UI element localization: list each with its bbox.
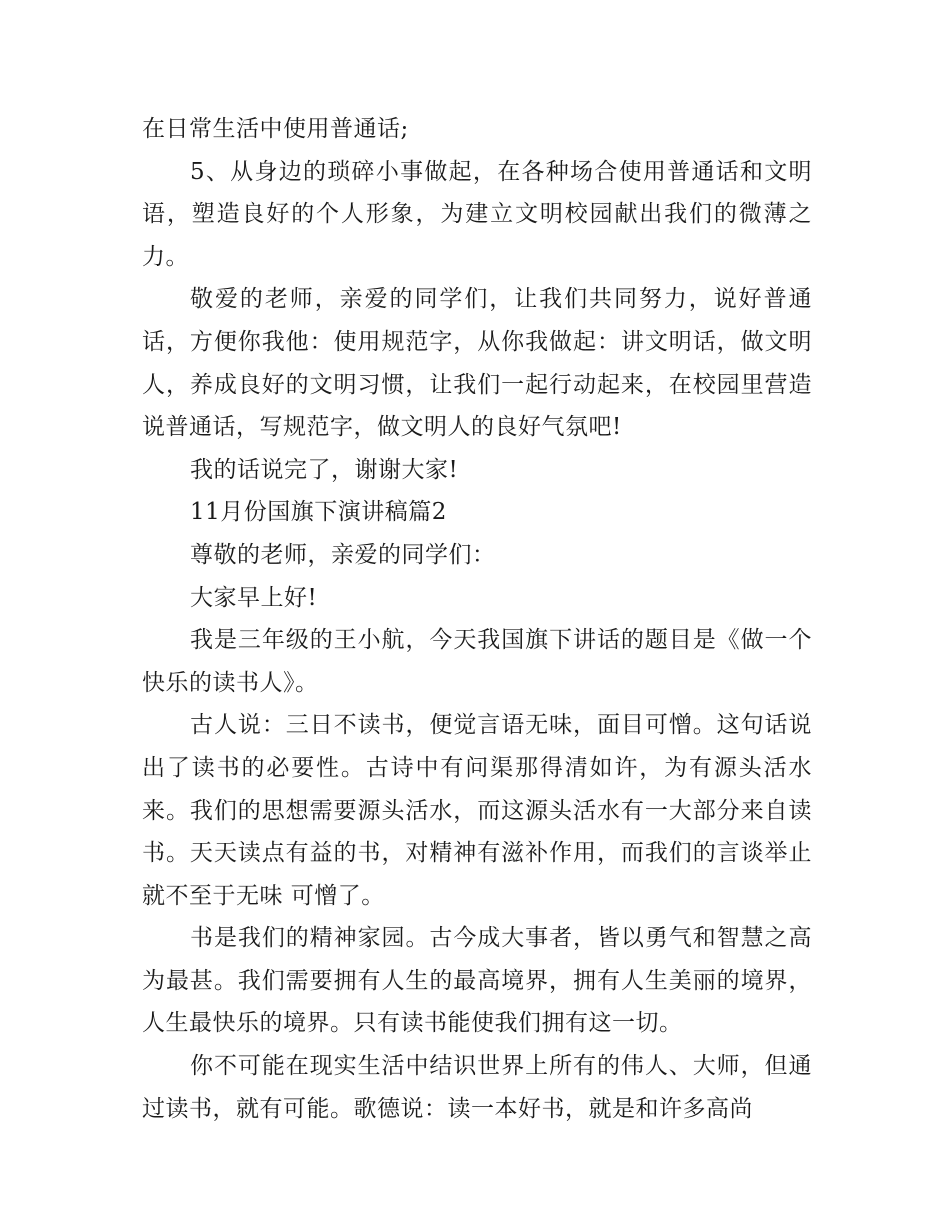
paragraph-4: 我的话说完了，谢谢大家! bbox=[190, 456, 459, 483]
paragraph-10: 书是我们的精神家园。古今成大事者，皆以勇气和智慧之高为最甚。我们需要拥有人生的最高境界，拥有人生美丽的境界，人生最快乐的境界。只有读书能使我们拥有这一切。 bbox=[142, 925, 812, 1037]
paragraph-1: 在日常生活中使用普通话; bbox=[142, 116, 409, 142]
paragraph-3: 敬爱的老师，亲爱的同学们，让我们共同努力，说好普通话，方便你我他：使用规范字，从你我做起：讲文明话，做文明人，养成良好的文明习惯，让我们一起行动起来，在校园里营造说普通话，写规范字，做文明人的良好气氛吧! bbox=[142, 286, 812, 441]
greeting: 大家早上好! bbox=[190, 584, 318, 611]
section-heading: 11月份国旗下演讲稿篇2 bbox=[190, 499, 447, 526]
salutation: 尊敬的老师，亲爱的同学们： bbox=[190, 541, 496, 568]
paragraph-8: 我是三年级的王小航，今天我国旗下讲话的题目是《做一个快乐的读书人》。 bbox=[142, 627, 812, 696]
paragraph-11: 你不可能在现实生活中结识世界上所有的伟人、大师，但通过读书，就有可能。歌德说：读一本好书，就是和许多高尚 bbox=[142, 1053, 812, 1122]
document-page bbox=[142, 108, 812, 1130]
paragraph-2: 5、从身边的琐碎小事做起，在各种场合使用普通话和文明语，塑造良好的个人形象，为建立文明校园献出我们的微薄之力。 bbox=[142, 158, 812, 270]
paragraph-9: 古人说：三日不读书，便觉言语无味，面目可憎。这句话说出了读书的必要性。古诗中有问渠那得清如许，为有源头活水来。我们的思想需要源头活水，而这源头活水有一大部分来自读书。天天读点有益的书，对精神有滋补作用，而我们的言谈举止就不至于无味 可憎了。 bbox=[142, 712, 812, 909]
